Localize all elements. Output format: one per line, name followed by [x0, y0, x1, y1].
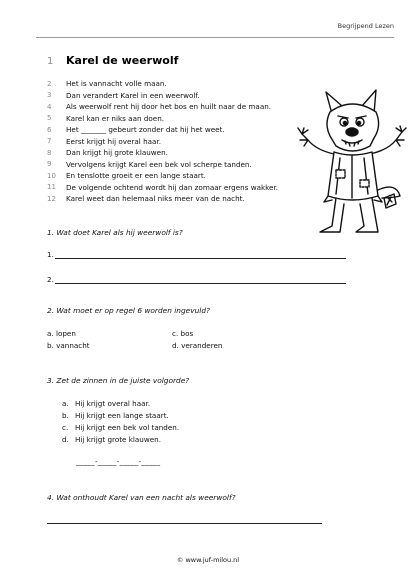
order-item — [62, 423, 179, 432]
line-text: Karel weet dan helemaal niks meer van de nacht. — [66, 194, 245, 204]
line-text: Het _______ gebeurt zonder dat hij het weet. — [66, 125, 225, 135]
answer-label: 2. — [47, 275, 54, 284]
order-answer-blanks[interactable]: _____-_____-_____-_____ — [76, 457, 161, 466]
order-item — [62, 435, 161, 444]
line-number: 7 — [47, 137, 52, 146]
question-2: 2. Wat moet er op regel 6 worden ingevuld? — [47, 306, 210, 315]
story-line — [47, 101, 278, 113]
line-number: 6 — [47, 125, 52, 134]
question-3: 3. Zet de zinnen in de juiste volgorde? — [47, 376, 190, 385]
line-text: Het is vannacht volle maan. — [66, 79, 167, 89]
option-b: b. vannacht — [47, 341, 90, 350]
line-number: 10 — [47, 171, 56, 180]
item-text: Hij krijgt grote klauwen. — [75, 435, 162, 444]
story-line — [47, 170, 278, 182]
item-letter: c. — [62, 423, 69, 432]
line-text: En tenslotte groeit er een lange staart. — [66, 171, 206, 181]
line-number: 4 — [47, 102, 52, 111]
line-number: 1 — [47, 56, 54, 67]
item-text: Hij krijgt een bek vol tanden. — [75, 423, 180, 432]
story-line — [47, 147, 278, 159]
order-item — [62, 399, 150, 408]
line-text: Karel kan er niks aan doen. — [66, 113, 165, 123]
option-c: c. bos — [172, 329, 194, 338]
line-text: Dan verandert Karel in een weerwolf. — [66, 90, 200, 100]
option-a: a. lopen — [47, 329, 76, 338]
answer-label: 1. — [47, 250, 54, 259]
item-letter: b. — [62, 411, 69, 420]
question-1: 1. Wat doet Karel als hij weerwolf is? — [47, 228, 183, 237]
item-letter: a. — [62, 399, 69, 408]
item-letter: d. — [62, 435, 69, 444]
line-number: 8 — [47, 148, 52, 157]
line-number: 11 — [47, 183, 56, 192]
option-d: d. veranderen — [172, 341, 223, 350]
story-line — [47, 124, 278, 136]
line-text: Als weerwolf rent hij door het bos en huilt naar de maan. — [66, 102, 272, 112]
item-text: Hij krijgt een lange staart. — [75, 411, 169, 420]
line-text: Dan krijgt hij grote klauwen. — [66, 148, 168, 158]
line-number: 5 — [47, 114, 52, 123]
line-number: 9 — [47, 160, 52, 169]
answer-line-1[interactable] — [55, 258, 346, 259]
line-number: 12 — [47, 194, 56, 203]
order-item — [62, 411, 169, 420]
line-number: 3 — [47, 91, 52, 100]
story-line — [47, 136, 278, 148]
story-title-row — [47, 54, 178, 67]
story-line — [47, 159, 278, 171]
item-text: Hij krijgt overal haar. — [75, 399, 151, 408]
line-text: De volgende ochtend wordt hij dan zomaar ergens wakker. — [66, 182, 279, 192]
story-line — [47, 78, 278, 90]
answer-line-2[interactable] — [55, 283, 346, 284]
story-line — [47, 90, 278, 102]
answer-line-q4[interactable] — [47, 523, 322, 524]
header-divider — [36, 37, 394, 38]
story-line — [47, 193, 278, 205]
story-title: Karel de weerwolf — [66, 54, 179, 67]
question-4: 4. Wat onthoudt Karel van een nacht als weerwolf? — [47, 493, 236, 502]
header-label: Begrijpend Lezen — [337, 22, 394, 30]
werewolf-illustration-icon — [296, 86, 408, 238]
footer-credit: © www.juf-milou.nl — [176, 556, 240, 564]
story-line — [47, 113, 278, 125]
story-lines — [47, 78, 278, 205]
line-text: Eerst krijgt hij overal haar. — [66, 136, 162, 146]
line-number: 2 — [47, 79, 52, 88]
line-text: Vervolgens krijgt Karel een bek vol scherpe tanden. — [66, 159, 252, 169]
story-line — [47, 182, 278, 194]
